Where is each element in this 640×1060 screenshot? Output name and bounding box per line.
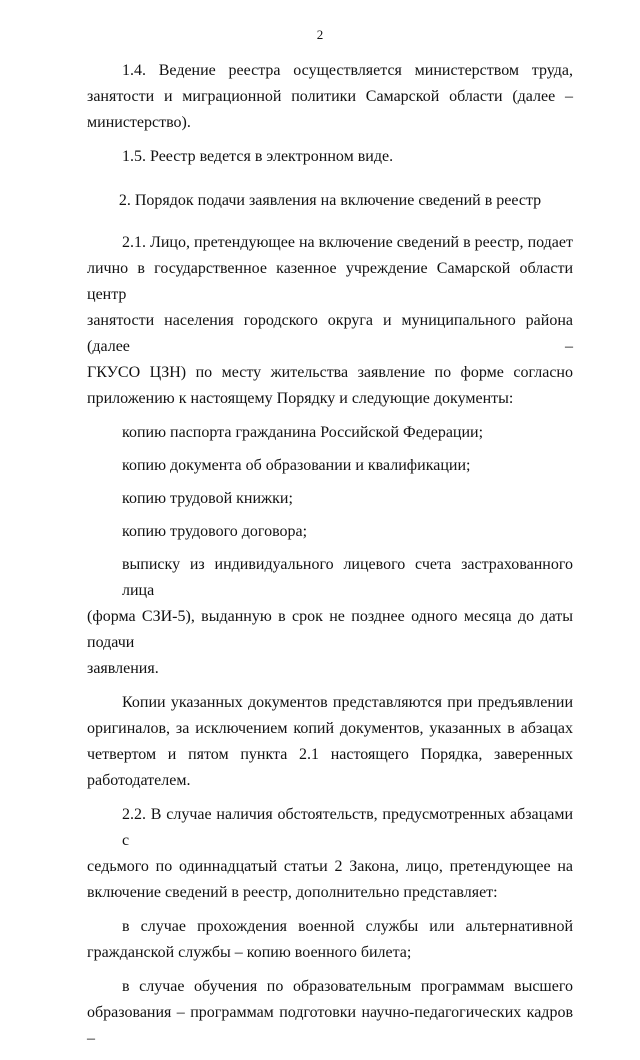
- paragraph-line: 2.1. Лицо, претендующее на включение сведений в реестр, подает: [122, 234, 573, 251]
- paragraph-line: 1.4. Ведение реестра осуществляется министерством труда,: [122, 62, 573, 79]
- paragraph-education: [87, 974, 573, 1052]
- paragraph-2-1: [87, 230, 573, 412]
- paragraph-line: приложению к настоящему Порядку и следующие документы:: [87, 390, 514, 407]
- paragraph-line: занятости населения городского округа и муниципального района (далее –: [87, 312, 573, 355]
- paragraph-line: седьмого по одиннадцатый статьи 2 Закона, лицо, претендующее на: [87, 858, 573, 875]
- section-heading: 2. Порядок подачи заявления на включение сведений в реестр: [118, 192, 542, 209]
- document-body: [87, 58, 573, 1060]
- paragraph-line: Копии указанных документов представляются при предъявлении: [122, 694, 573, 711]
- paragraph-line: ГКУСО ЦЗН) по месту жительства заявление по форме согласно: [87, 364, 573, 381]
- paragraph-line: лично в государственное казенное учреждение Самарской области центр: [87, 260, 573, 303]
- paragraph-line: четвертом и пятом пункта 2.1 настоящего Порядка, заверенных: [87, 746, 573, 763]
- paragraph-line: заявления.: [87, 660, 159, 677]
- paragraph-line: 2.2. В случае наличия обстоятельств, предусмотренных абзацами с: [122, 806, 573, 849]
- paragraph-line: в случае обучения по образовательным программам высшего: [122, 978, 573, 995]
- list-item: копию документа об образовании и квалификации;: [122, 457, 471, 474]
- paragraph-1-5: 1.5. Реестр ведется в электронном виде.: [122, 148, 394, 165]
- list-item: копию трудовой книжки;: [122, 490, 293, 507]
- paragraph-copies: [87, 690, 573, 794]
- paragraph-military: [87, 914, 573, 966]
- paragraph-line: образования – программам подготовки научно-педагогических кадров –: [87, 1004, 573, 1047]
- paragraph-line: в случае прохождения военной службы или альтернативной: [122, 918, 573, 935]
- paragraph-line: гражданской службы – копию военного билета;: [87, 944, 412, 961]
- paragraph-extract: [87, 552, 573, 682]
- paragraph-line: (форма СЗИ-5), выданную в срок не позднее одного месяца до даты подачи: [87, 608, 573, 651]
- list-item: копию трудового договора;: [122, 523, 308, 540]
- paragraph-2-2: [87, 802, 573, 906]
- paragraph-line: работодателем.: [87, 772, 191, 789]
- paragraph-line: министерство).: [87, 114, 191, 131]
- paragraph-line: занятости и миграционной политики Самарской области (далее –: [87, 88, 573, 105]
- paragraph-line: включение сведений в реестр, дополнительно представляет:: [87, 884, 498, 901]
- page-number: 2: [316, 27, 324, 42]
- paragraph-1-4: [87, 58, 573, 136]
- paragraph-line: выписку из индивидуального лицевого счета застрахованного лица: [122, 556, 573, 599]
- list-item: копию паспорта гражданина Российской Федерации;: [122, 424, 484, 441]
- paragraph-line: оригиналов, за исключением копий документов, указанных в абзацах: [87, 720, 573, 737]
